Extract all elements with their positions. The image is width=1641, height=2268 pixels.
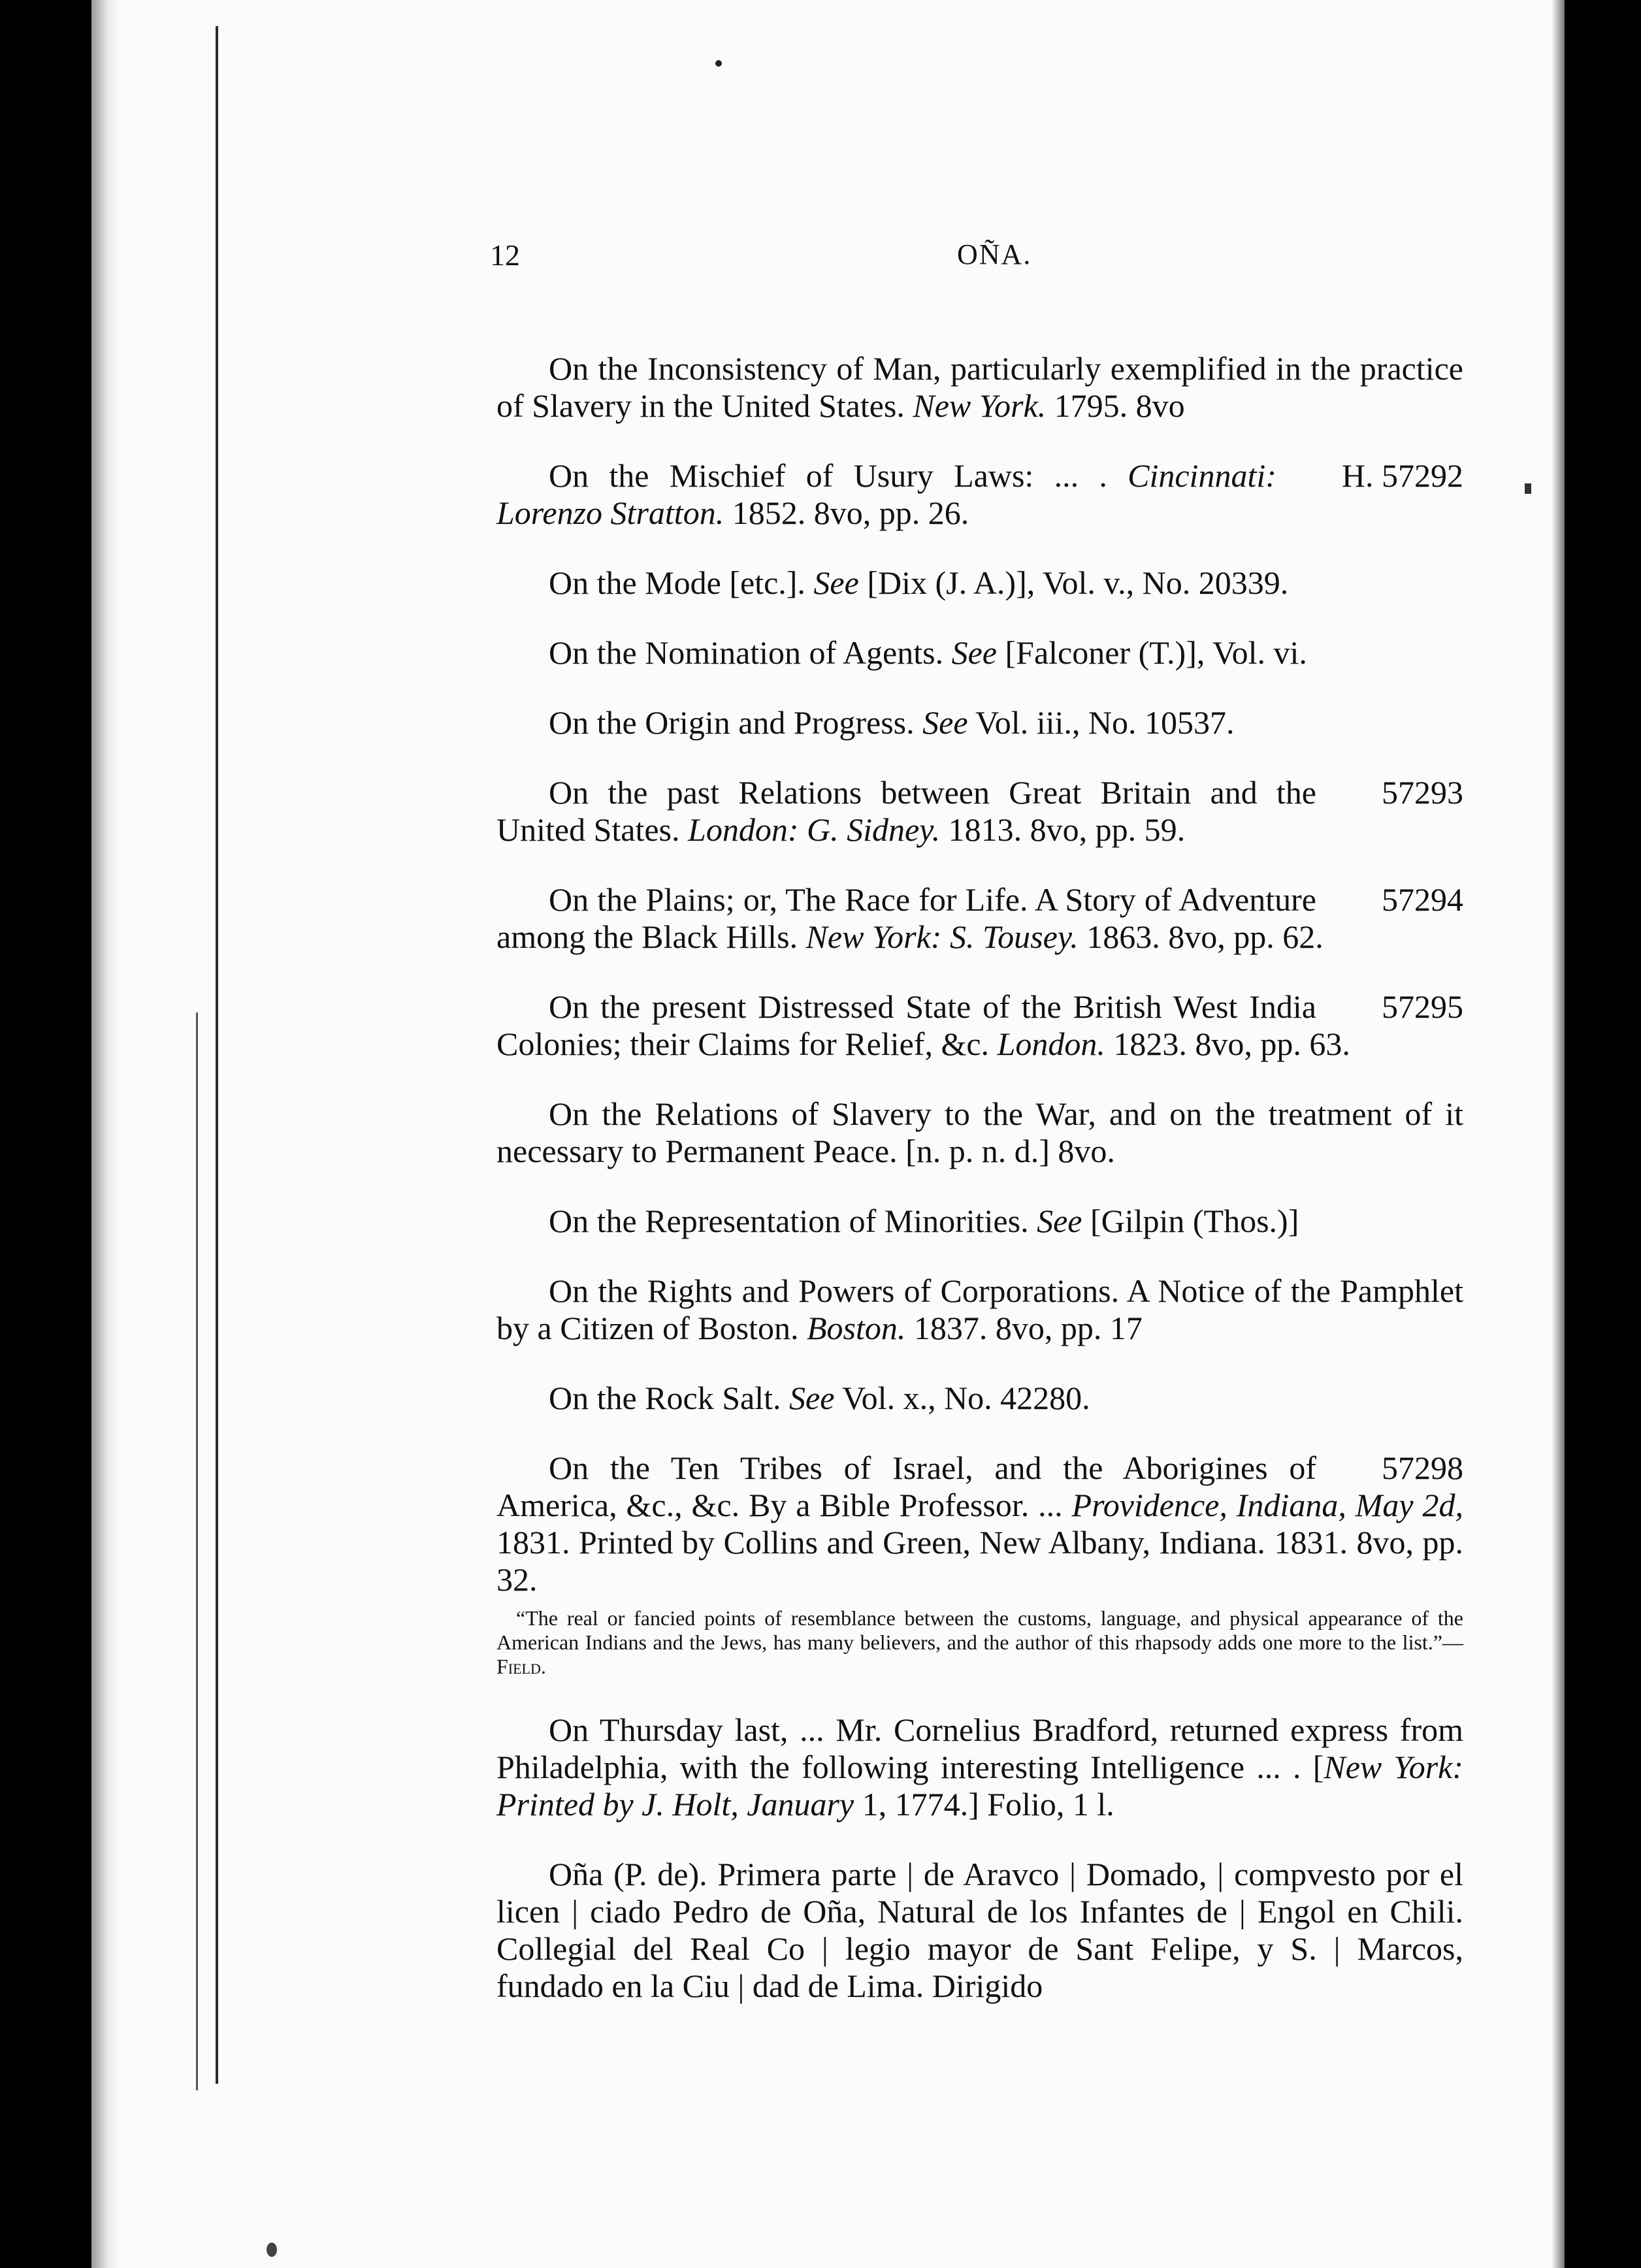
entry-title: On the Origin and Progress. [549,704,923,741]
entry-number: 57293 [1382,774,1463,811]
entry-details: [Dix (J. A.)], Vol. v., No. 20339. [858,564,1289,601]
catalog-entry [496,564,1463,602]
entry-imprint: Cincinnati: Lorenzo Stratton. [496,457,1276,531]
entry-list-continued [496,1711,1463,2005]
catalog-entry [496,1711,1463,1823]
entry-title: On the Representation of Minorities. [549,1203,1037,1239]
entry-number: 57298 [1382,1450,1463,1486]
margin-mark [1525,483,1531,494]
page-right-shadow [1552,0,1565,2268]
entry-title: On the Mode [etc.]. [549,564,814,601]
catalog-entry [496,350,1463,425]
entry-details: 1795. 8vo [1046,387,1185,424]
entry-title: On Thursday last, ... Mr. Cornelius Bradford, returned express from Philadelphia, with the following interesting Intelligence ... . [ [496,1711,1463,1785]
footnote-attribution: Field. [496,1655,546,1678]
entry-imprint: See [922,704,968,741]
entry-title: On the Rock Salt. [549,1380,790,1416]
catalog-entry [496,988,1463,1063]
binding-rule-secondary [196,1012,198,2090]
entry-imprint: See [951,634,997,671]
entry-title: On the past Relations between Great Britain and the United States. [496,774,1316,848]
catalog-entry [496,457,1463,532]
footnote-text: “The real or fancied points of resemblance between the customs, language, and physical appearance of the American Indians and the Jews, has many believers, and the author of this rhapsody adds one more to the list.”— [496,1606,1463,1654]
catalog-entry [496,881,1463,956]
catalog-entry [496,1380,1463,1417]
catalog-entry [496,774,1463,849]
entry-details: 1831. Printed by Collins and Green, New Albany, Indiana. 1831. 8vo, pp. 32. [496,1524,1463,1598]
running-head: OÑA. [957,238,1032,270]
entry-details: Vol. iii., No. 10537. [967,704,1235,741]
entry-number: 57295 [1382,988,1463,1025]
catalog-entry [496,1203,1463,1240]
entry-details: 1852. 8vo, pp. 26. [724,494,969,531]
entry-imprint: See [1037,1203,1082,1239]
ink-smudge [267,2243,277,2257]
entry-list [496,350,1463,1598]
entry-details: [Falconer (T.)], Vol. vi. [997,634,1307,671]
entry-details: 1823. 8vo, pp. 63. [1105,1026,1350,1062]
entry-title: Oña (P. de). Primera parte | de Aravco | Domado, | compvesto por el licen | ciado Pedro de Oña, Natural de los Infantes de | Engol en Chili. Collegial del Real Co | legio mayor de Sant Felipe, y S. | Marcos, fundado en la Ciu | dad de Lima. Dirigido [496,1856,1463,2004]
entry-imprint: Providence, Indiana, May 2d, [1071,1487,1463,1523]
entry-number: H. 57292 [1341,457,1463,494]
binding-rule [216,26,218,2084]
catalog-entry [496,1272,1463,1347]
entry-title: On the Rights and Powers of Corporations. A Notice of the Pamphlet by a Citizen of Boston. [496,1272,1463,1346]
entry-details: 1, 1774.] Folio, 1 l. [854,1786,1114,1822]
catalog-entry [496,1856,1463,2005]
entry-details: 1837. 8vo, pp. 17 [905,1310,1143,1346]
entry-title: On the present Distressed State of the British West India Colonies; their Claims for Relief, &c. [496,988,1316,1062]
entry-details: 1863. 8vo, pp. 62. [1078,918,1324,955]
footnote-quote [496,1606,1463,1679]
entry-title: On the Ten Tribes of Israel, and the Aborigines of America, &c., &c. By a Bible Professor. ... [496,1450,1316,1523]
entry-title: On the Inconsistency of Man, particularly exemplified in the practice of Slavery in the United States. [496,350,1463,424]
entry-number: 57294 [1382,881,1463,918]
entry-title: On the Mischief of Usury Laws: ... . [549,457,1128,494]
entry-imprint: London. [997,1026,1105,1062]
catalog-entry [496,1450,1463,1598]
entry-title: On the Plains; or, The Race for Life. A Story of Adventure among the Black Hills. [496,881,1316,955]
page-header [490,238,1470,277]
entry-imprint: London: G. Sidney. [688,811,941,848]
entry-title: On the Nomination of Agents. [549,634,952,671]
catalog-entry [496,1095,1463,1170]
entry-imprint: New York: Printed by J. Holt, January [496,1749,1463,1822]
entry-imprint: See [789,1380,835,1416]
catalog-entry [496,634,1463,672]
entry-details: Vol. x., No. 42280. [834,1380,1090,1416]
entry-details: 1813. 8vo, pp. 59. [940,811,1186,848]
entry-imprint: New York. [913,387,1047,424]
entry-imprint: New York: S. Tousey. [805,918,1079,955]
page-number: 12 [490,238,520,272]
ink-dot [715,60,722,67]
text-column [496,317,1463,2024]
entry-title: On the Relations of Slavery to the War, and on the treatment of it necessary to Permanent Peace. [n. p. n. d.] 8vo. [496,1095,1463,1169]
catalog-entry [496,704,1463,741]
page-edge-shadow [91,0,119,2268]
entry-details: [Gilpin (Thos.)] [1082,1203,1299,1239]
entry-imprint: Boston. [806,1310,906,1346]
scan-border [1565,0,1641,2268]
entry-imprint: See [813,564,859,601]
